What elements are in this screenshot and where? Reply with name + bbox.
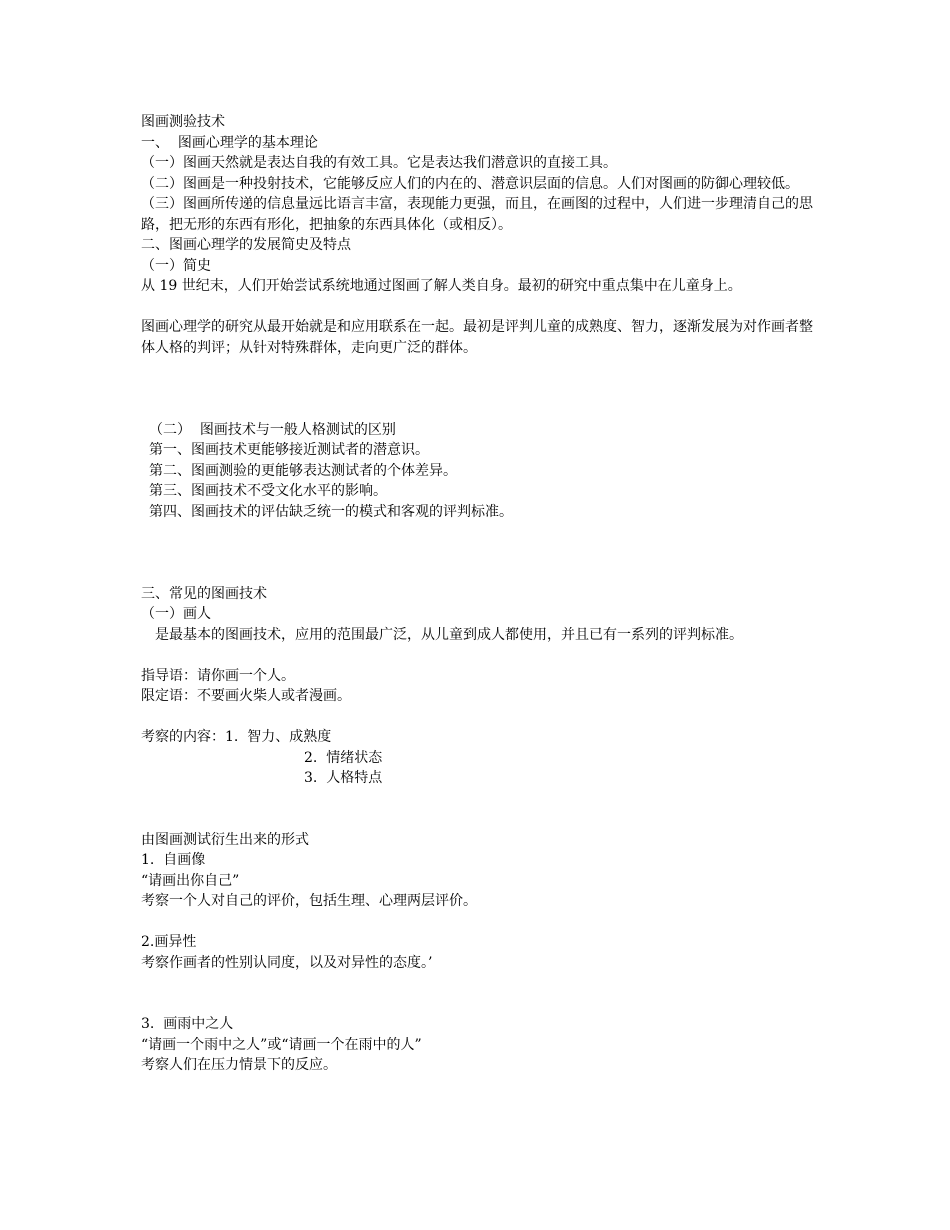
section-2-paragraph-2: 图画心理学的研究从最开始就是和应用联系在一起。最初是评判儿童的成熟度、智力，逐渐发展为对作画者整体人格的判评；从针对特殊群体，走向更广泛的群体。 [141, 319, 813, 356]
list-item: 第四、图画技术的评估缺乏统一的模式和客观的评判标准。 [149, 503, 513, 520]
document-title: 图画测验技术 [141, 114, 225, 130]
section-2-subheading-1: （一）简史 [141, 257, 211, 274]
section-1-paragraph-2: （二）图画是一种投射技术，它能够反应人们的内在的、潜意识层面的信息。人们对图画的防御心理较低。 [141, 175, 799, 192]
limit-text: 限定语：不要画火柴人或者漫画。 [141, 688, 351, 704]
derived-2-title: 2.画异性 [141, 934, 197, 950]
list-item: 第一、图画技术更能够接近测试者的潜意识。 [149, 442, 429, 458]
derived-3-desc: 考察人们在压力情景下的反应。 [141, 1057, 337, 1073]
section-1-heading: 一、 图画心理学的基本理论 [141, 134, 318, 151]
spacer [141, 645, 813, 666]
spacer [141, 912, 813, 933]
derived-1-quote: “请画出你自己” [141, 872, 240, 889]
section-2-heading: 二、图画心理学的发展简史及特点 [141, 237, 351, 253]
derived-3-title: 3. 画雨中之人 [141, 1016, 234, 1032]
spacer [141, 789, 813, 830]
inspect-item: 1. 智力、成熟度 [225, 729, 332, 745]
spacer [141, 973, 813, 1014]
derived-1-title: 1. 自画像 [141, 852, 206, 868]
section-2-subheading-2: （二） 图画技术与一般人格测试的区别 [149, 421, 396, 438]
guide-text: 指导语：请你画一个人。 [141, 667, 295, 684]
section-1-paragraph-3: （三）图画所传递的信息量远比语言丰富，表现能力更强，而且，在画图的过程中，人们进一步理清自己的思路，把无形的东西有形化，把抽象的东西具体化（或相反）。 [141, 196, 813, 233]
document-page [141, 112, 813, 1076]
spacer [141, 707, 813, 728]
list-item: 第二、图画测验的更能够表达测试者的个体差异。 [149, 462, 457, 479]
spacer [141, 358, 813, 420]
spacer [141, 297, 813, 318]
derived-forms-heading: 由图画测试衍生出来的形式 [141, 831, 309, 848]
spacer [141, 522, 813, 584]
inspect-label: 考察的内容： [141, 729, 225, 745]
section-2-paragraph-1: 从 19 世纪末，人们开始尝试系统地通过图画了解人类自身。最初的研究中重点集中在儿童身上。 [141, 278, 742, 294]
inspect-row [141, 727, 813, 748]
section-1-paragraph-1: （一）图画天然就是表达自我的有效工具。它是表达我们潜意识的直接工具。 [141, 155, 617, 171]
derived-2-desc: 考察作画者的性别认同度，以及对异性的态度。’ [141, 954, 433, 971]
section-3-paragraph-1: 是最基本的图画技术，应用的范围最广泛，从儿童到成人都使用，并且已有一系列的评判标准。 [155, 626, 743, 643]
derived-1-desc: 考察一个人对自己的评价，包括生理、心理两层评价。 [141, 893, 477, 909]
derived-3-quote: “请画一个雨中之人”或“请画一个在雨中的人” [141, 1036, 422, 1053]
section-3-heading: 三、常见的图画技术 [141, 585, 267, 602]
inspect-item: 2. 情绪状态 [304, 749, 383, 766]
section-3-subheading-1: （一）画人 [141, 606, 211, 622]
list-item: 第三、图画技术不受文化水平的影响。 [149, 483, 387, 499]
inspect-item: 3. 人格特点 [304, 770, 383, 786]
